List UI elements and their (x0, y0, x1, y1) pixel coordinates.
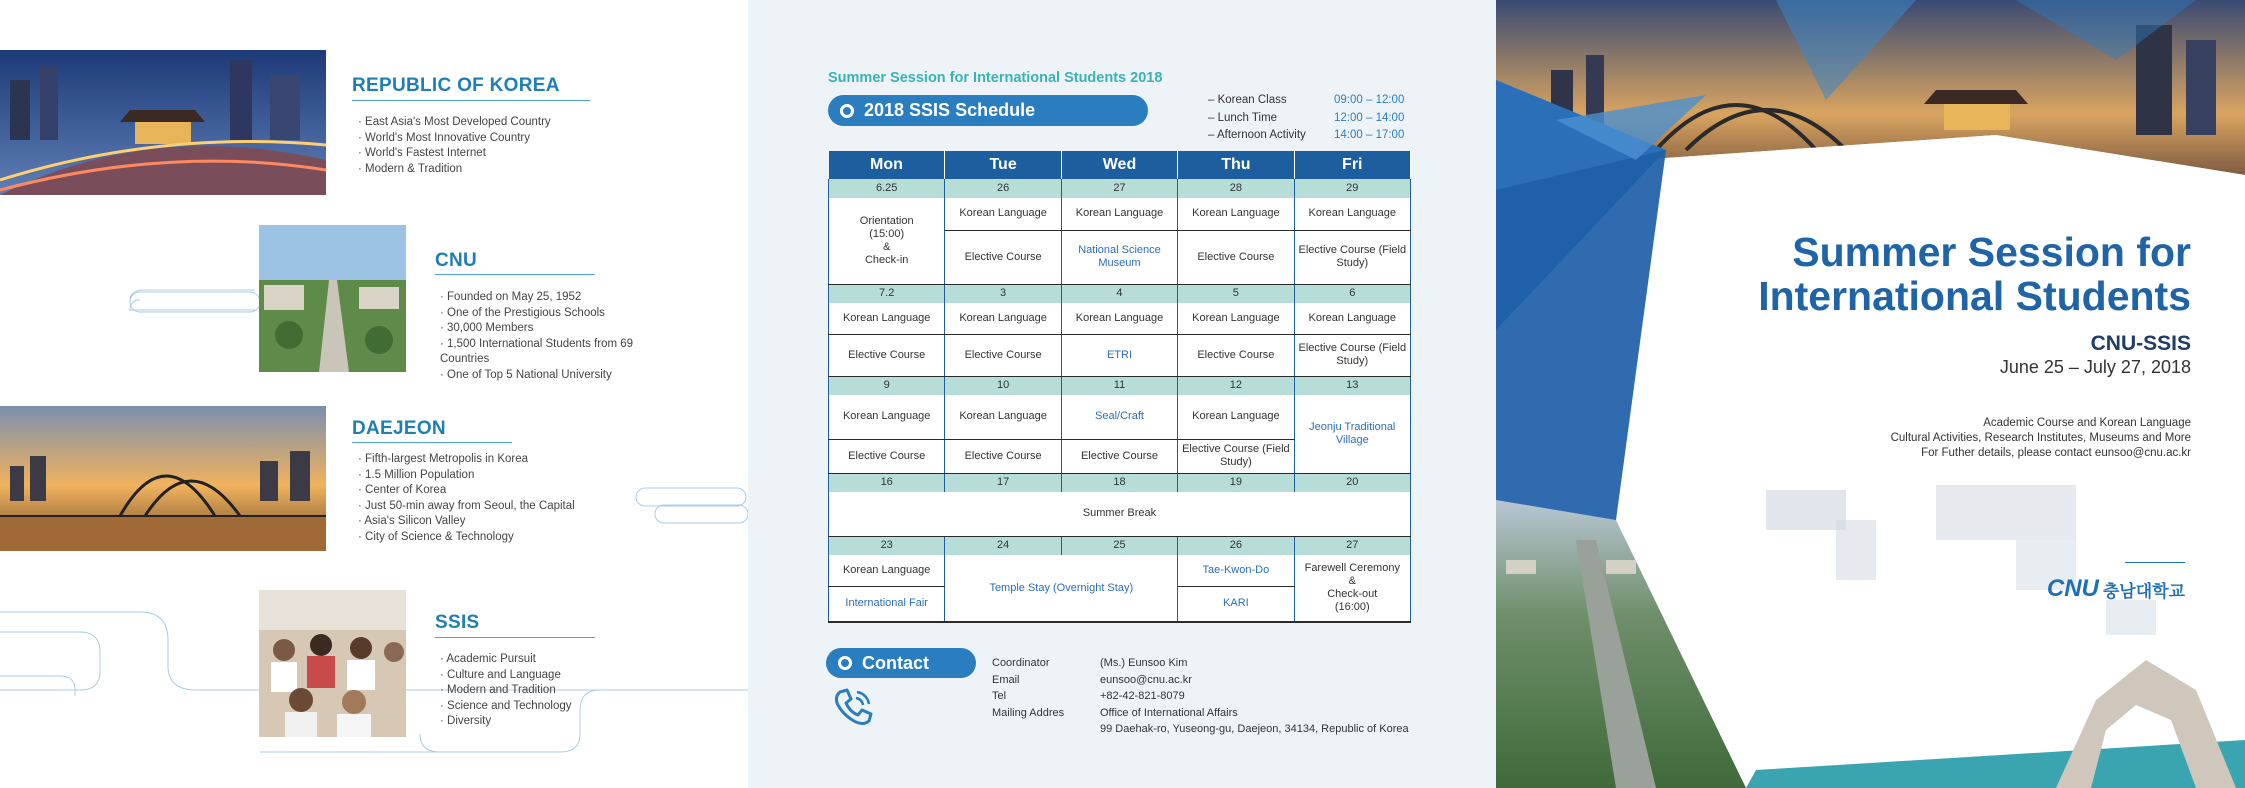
cnu-rule (435, 274, 595, 275)
korea-title: REPUBLIC OF KOREA (352, 75, 560, 96)
contact-title: Contact (862, 652, 929, 673)
list-item: · 1.5 Million Population (358, 468, 575, 484)
cover-dates: June 25 – July 27, 2018 (1999, 357, 2191, 377)
activity-row: Orientation (15:00) & Check-in Korean Language Korean Language Korean Language Korean Language (829, 198, 1411, 230)
ssis-photo (259, 590, 406, 737)
korea-list (358, 115, 551, 177)
list-item: · Just 50-min away from Seoul, the Capital (358, 499, 575, 515)
daejeon-photo (0, 406, 326, 551)
list-item: · City of Science & Technology (358, 530, 575, 546)
activity-row: Elective Course Elective Course Elective Course Elective Course (Field Study) (829, 439, 1411, 473)
phone-icon (830, 684, 876, 730)
middle-panel (748, 0, 1496, 788)
day-header-row: Mon Tue Wed Thu Fri (829, 151, 1411, 179)
bullet-ring-icon (840, 104, 854, 118)
cnu-list (440, 290, 640, 383)
list-item: · Founded on May 25, 1952 (440, 290, 640, 306)
contact-title-pill (826, 648, 976, 678)
cover-description: Academic Course and Korean Language Cultural Activities, Research Institutes, Museums and More For Futher details, please contact eunsoo@cnu.ac.kr (1890, 417, 2191, 459)
activity-row: International Fair KARI (829, 586, 1411, 622)
list-item: · Academic Pursuit (440, 652, 572, 668)
cnu-title: CNU (435, 250, 478, 271)
right-panel (1496, 0, 2245, 788)
summer-break-row: Summer Break (829, 492, 1411, 536)
list-item: · One of Top 5 National University (440, 368, 640, 384)
list-item: · Culture and Language (440, 668, 572, 684)
activity-row: Elective Course Elective Course ETRI Elective Course Elective Course (Field Study) (829, 334, 1411, 376)
daily-times: – Korean Class 09:00 – 12:00 – Lunch Time 12:00 – 14:00 – Afternoon Activity 14:00 – 17:00 (1208, 94, 1405, 141)
date-row: 7.2 3 4 5 6 (829, 284, 1411, 303)
ssis-list (440, 652, 572, 730)
list-item: · East Asia's Most Developed Country (358, 115, 551, 131)
bullet-ring-icon (838, 656, 852, 670)
cover-title: Summer Session for International Students (1758, 229, 2191, 319)
date-row: 23 24 25 26 27 (829, 536, 1411, 555)
list-item: · One of the Prestigious Schools (440, 306, 640, 322)
session-caption: Summer Session for International Students 2018 (828, 70, 1163, 86)
list-item: · Center of Korea (358, 483, 575, 499)
orientation-cell: Orientation (15:00) & Check-in (829, 198, 945, 284)
activity-row: Korean Language Korean Language Korean Language Korean Language Korean Language (829, 303, 1411, 334)
schedule-title-pill (828, 95, 1148, 126)
list-item: · Modern & Tradition (358, 162, 551, 178)
farewell-cell: Farewell Ceremony & Check-out (16:00) (1294, 555, 1410, 622)
left-panel (0, 0, 748, 788)
ssis-rule (435, 637, 595, 638)
korea-rule (352, 100, 590, 101)
date-row: 6.25 26 27 28 29 (829, 179, 1411, 198)
list-item: · Science and Technology (440, 699, 572, 715)
date-row: 9 10 11 12 13 (829, 376, 1411, 395)
schedule-table (828, 151, 1411, 623)
contact-details: Coordinator (Ms.) Eunsoo Kim Email eunsoo@cnu.ac.kr Tel +82-42-821-8079 Mailing Addres Office of International Affairs 99 Daehak-ro, Yuseong-gu, Daejeon, 34134, Republic of Korea (992, 657, 1409, 735)
ssis-title: SSIS (435, 612, 480, 633)
cnu-logo: CNU 충남대학교 (2046, 575, 2185, 602)
list-item: · 30,000 Members (440, 321, 640, 337)
cover-background (1496, 0, 2245, 788)
date-row: 16 17 18 19 20 (829, 473, 1411, 492)
activity-row: Elective Course National Science Museum Elective Course Elective Course (Field Study) (829, 230, 1411, 284)
logo-rule (2125, 562, 2185, 563)
list-item: · World's Fastest Internet (358, 146, 551, 162)
daejeon-list (358, 452, 575, 545)
list-item: · World's Most Innovative Country (358, 131, 551, 147)
activity-row: Korean Language Korean Language Seal/Craft Korean Language Jeonju Traditional Village (829, 395, 1411, 439)
list-item: · 1,500 International Students from 69 Countries (440, 337, 640, 368)
list-item: · Fifth-largest Metropolis in Korea (358, 452, 575, 468)
list-item: · Diversity (440, 714, 572, 730)
cover-subtitle: CNU-SSIS (2090, 332, 2191, 355)
daejeon-rule (352, 442, 512, 443)
cnu-photo (259, 225, 406, 372)
activity-row: Korean Language Temple Stay (Overnight Stay) Tae-Kwon-Do Farewell Ceremony & Check-out (16:00) (829, 555, 1411, 586)
schedule-title: 2018 SSIS Schedule (864, 100, 1036, 120)
list-item: · Asia's Silicon Valley (358, 514, 575, 530)
daejeon-title: DAEJEON (352, 418, 446, 439)
email-link[interactable]: eunsoo@cnu.ac.kr (1100, 673, 1192, 686)
korea-photo (0, 50, 326, 195)
list-item: · Modern and Tradition (440, 683, 572, 699)
